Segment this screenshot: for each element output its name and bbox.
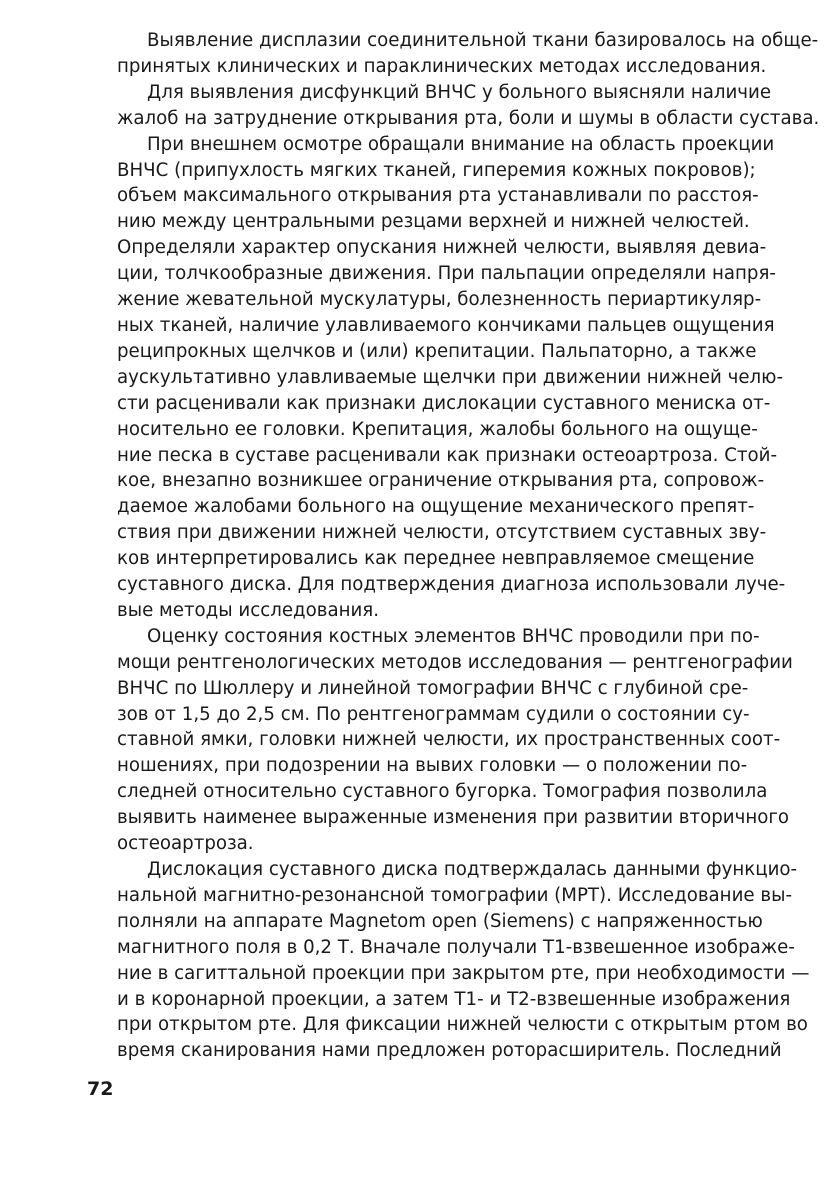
text-line: суставного диска. Для подтверждения диагноза использовали луче- [117, 574, 786, 596]
text-line: следней относительно суставного бугорка. Томография позволила [117, 781, 768, 803]
text-line: ВНЧС по Шюллеру и линейной томографии ВНЧС с глубиной сре- [117, 677, 749, 699]
paragraph [87, 80, 820, 132]
page-body [87, 28, 820, 1064]
text-line: сти расценивали как признаки дислокации суставного мениска от- [117, 392, 771, 414]
text-line: ствия при движении нижней челюсти, отсутствием суставных зву- [117, 522, 767, 544]
text-line: полняли на аппарате Magnetom open (Siemens) с напряженностью [117, 910, 763, 932]
paragraph [87, 624, 793, 857]
text-line: вые методы исследования. [117, 599, 380, 621]
text-line: жение жевательной мускулатуры, болезненность периартикуляр- [117, 289, 762, 311]
text-line: Определяли характер опускания нижней челюсти, выявляя девиа- [117, 237, 767, 259]
text-line: ние в сагиттальной проекции при закрытом рте, при необходимости — [117, 962, 810, 984]
text-line: нальной магнитно-резонансной томографии (МРТ). Исследование вы- [117, 884, 793, 906]
text-line: магнитного поля в 0,2 Т. Вначале получали Т1-взвешенное изображе- [117, 936, 795, 958]
text-line: ных тканей, наличие улавливаемого кончиками пальцев ощущения [117, 314, 775, 336]
text-line: принятых клинических и параклинических методах исследования. [117, 55, 767, 77]
text-line: ношениях, при подозрении на вывих головки — о положении по- [117, 755, 748, 777]
text-line: время сканирования нами предложен роторасширитель. Последний [117, 1040, 782, 1062]
text-line: ставной ямки, головки нижней челюсти, их пространственных соот- [117, 729, 781, 751]
text-line: кое, внезапно возникшее ограничение открывания рта, сопровож- [117, 470, 765, 492]
text-line: реципрокных щелчков и (или) крепитации. Пальпаторно, а также [117, 340, 757, 362]
text-line: остеоартроза. [117, 833, 254, 855]
text-line: Выявление дисплазии соединительной ткани базировалось на обще- [147, 30, 819, 51]
text-line: ВНЧС (припухлость мягких тканей, гиперемия кожных покровов); [117, 159, 756, 181]
text-line: ков интерпретировались как переднее невправляемое смещение [117, 548, 755, 570]
text-line: выявить наименее выраженные изменения при развитии вторичного [117, 807, 790, 829]
text-line: мощи рентгенологических методов исследования — рентгенографии [117, 651, 793, 673]
text-line: Оценку состояния костных элементов ВНЧС проводили при по- [147, 625, 760, 647]
page-number: 72 [87, 1078, 114, 1100]
text-line: ции, толчкообразные движения. При пальпации определяли напря- [117, 263, 776, 285]
text-line: ние песка в суставе расценивали как признаки остеоартроза. Стой- [117, 444, 778, 466]
text-line: объем максимального открывания рта устанавливали по расстоя- [117, 185, 759, 207]
paragraph [87, 28, 819, 80]
text-line: нию между центральными резцами верхней и нижней челюстей. [117, 211, 750, 233]
paragraph [87, 857, 810, 1064]
text-line: даемое жалобами больного на ощущение механического препят- [117, 496, 755, 518]
text-line: зов от 1,5 до 2,5 см. По рентгенограммам судили о состоянии су- [117, 703, 750, 725]
text-line: аускультативно улавливаемые щелчки при движении нижней челю- [117, 366, 784, 388]
text-line: При внешнем осмотре обращали внимание на область проекции [147, 133, 775, 155]
text-line: при открытом рте. Для фиксации нижней челюсти с открытым ртом во [117, 1014, 808, 1036]
text-line: Дислокация суставного диска подтверждалась данными функцио- [147, 859, 798, 880]
paragraph [87, 132, 786, 624]
text-line: Для выявления дисфункций ВНЧС у больного выясняли наличие [147, 81, 772, 103]
text-line: носительно ее головки. Крепитация, жалобы больного на ощуще- [117, 418, 758, 440]
text-line: жалоб на затруднение открывания рта, боли и шумы в области сустава. [117, 107, 820, 129]
text-line: и в коронарной проекции, а затем Т1- и Т2-взвешенные изображения [117, 988, 791, 1010]
